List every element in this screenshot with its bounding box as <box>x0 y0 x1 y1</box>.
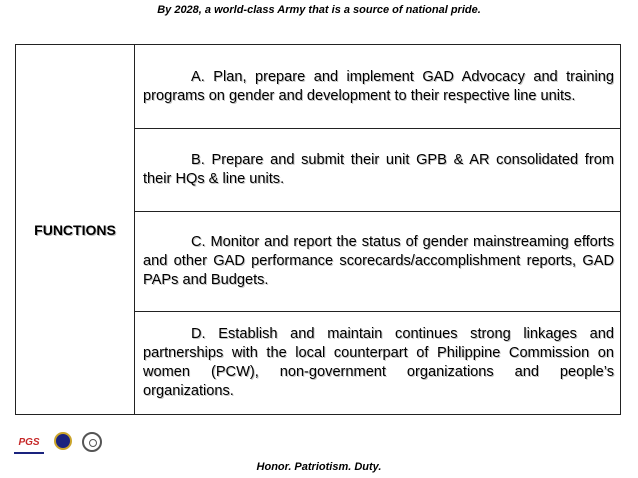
pgs-logo-mark: PGS <box>14 432 44 454</box>
vision-statement: By 2028, a world-class Army that is a source of national pride. <box>157 4 481 16</box>
motto: Honor. Patriotism. Duty. <box>256 461 382 473</box>
function-item <box>135 45 620 129</box>
seal-logo <box>54 432 72 450</box>
function-text: A. Plan, prepare and implement GAD Advocacy and training programs on gender and development to their respective line units. <box>143 68 614 104</box>
ring-logo <box>82 432 102 452</box>
function-item <box>135 212 620 312</box>
row-header-cell <box>16 45 135 414</box>
functions-list <box>135 45 620 414</box>
functions-table <box>15 44 621 415</box>
seal-icon <box>54 432 72 450</box>
function-text: C. Monitor and report the status of gender mainstreaming efforts and other GAD performance scorecards/accomplishment reports, GAD PAPs and Budgets. <box>143 234 614 288</box>
function-item <box>135 129 620 212</box>
function-text: B. Prepare and submit their unit GPB & AR consolidated from their HQs & line units. <box>143 152 614 187</box>
footer-logos <box>14 432 102 464</box>
ring-icon <box>82 432 102 452</box>
row-header-label: FUNCTIONS <box>34 221 116 238</box>
function-text: D. Establish and maintain continues strong linkages and partnerships with the local counterpart of Philippine Commission on women (PCW), non-government organizations and people’s organizations. <box>143 326 614 399</box>
function-item <box>135 312 620 414</box>
pgs-logo <box>14 432 44 454</box>
